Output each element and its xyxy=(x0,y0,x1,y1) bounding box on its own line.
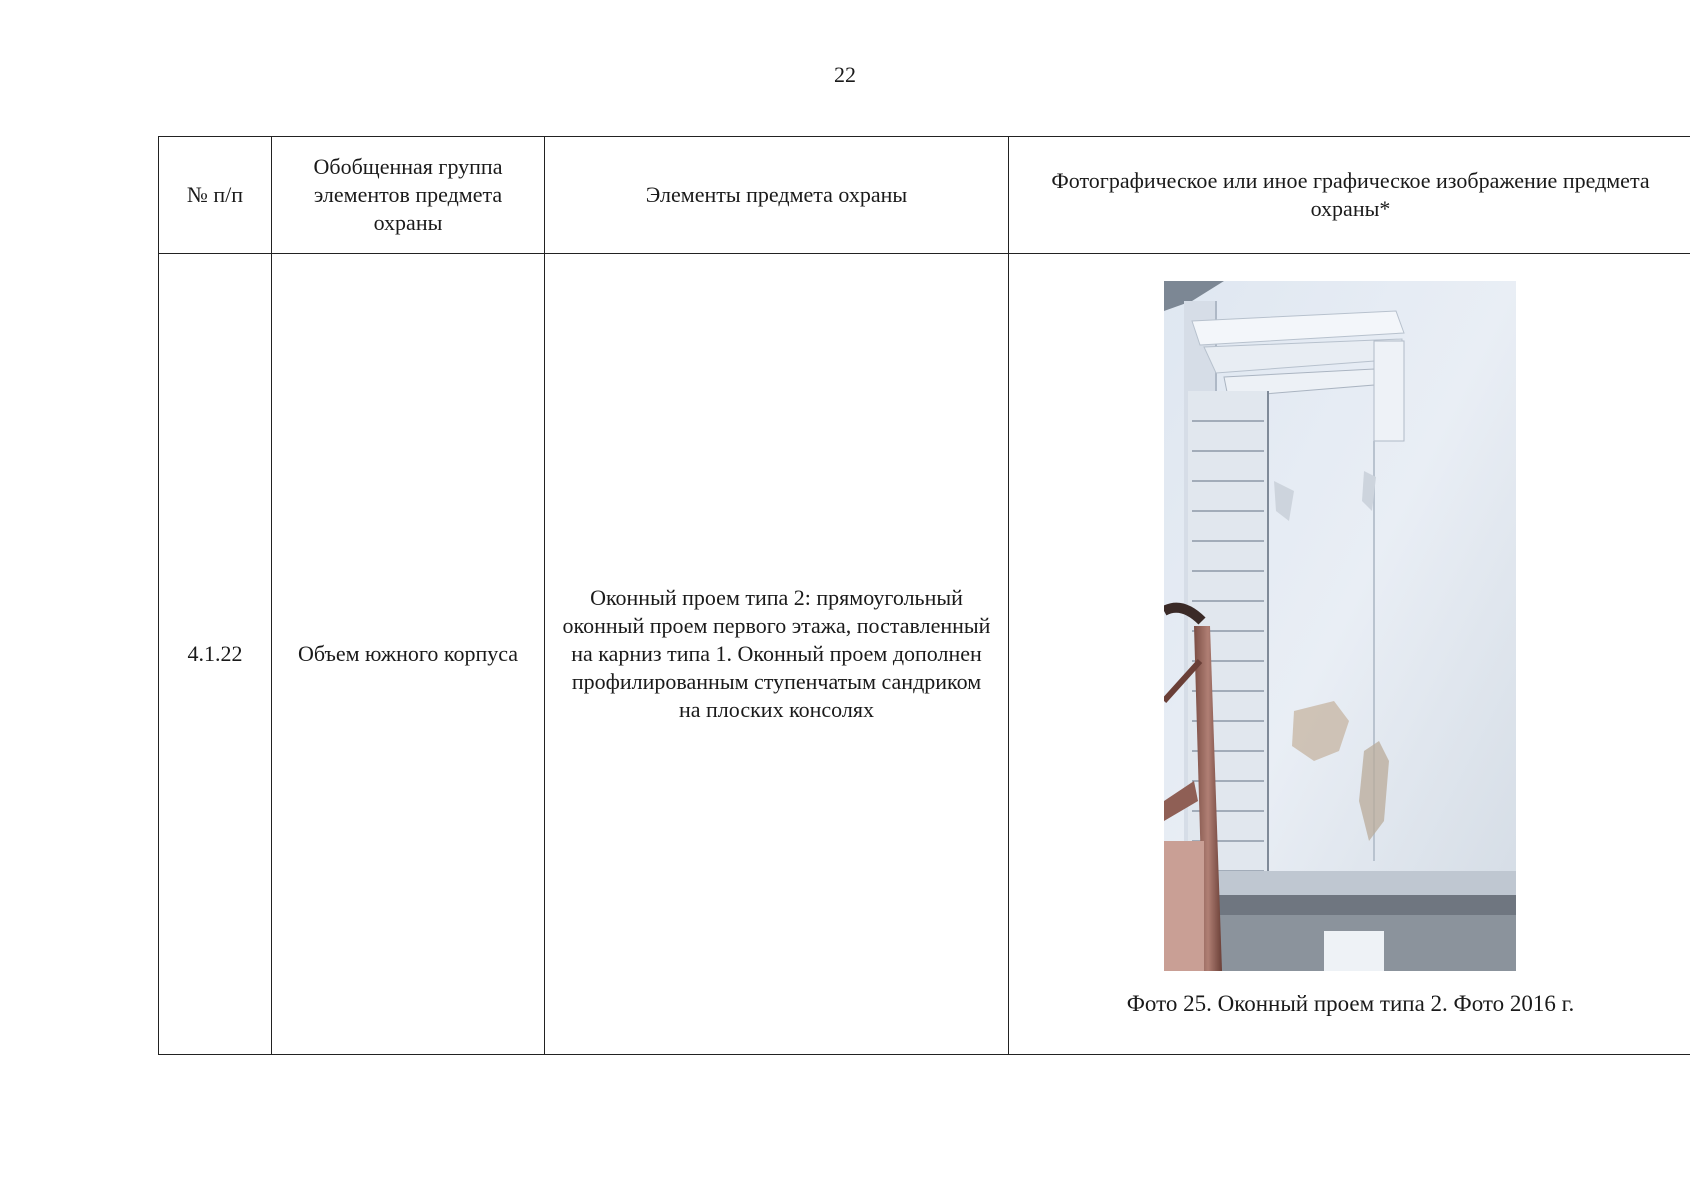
table-header-row xyxy=(159,137,1690,254)
facade-window-photo xyxy=(1164,281,1516,971)
page-number: 22 xyxy=(834,62,856,87)
heritage-elements-table xyxy=(158,136,1690,1055)
row-group: Объем южного корпуса xyxy=(272,254,545,1055)
row-photo-cell xyxy=(1009,254,1690,1055)
header-group: Обобщенная группа элементов предмета охраны xyxy=(272,137,545,254)
row-elements-text: Оконный проем типа 2: прямоугольный оконный проем первого этажа, поставленный на карниз типа 1. Оконный проем дополнен профилированным ступенчатым сандриком на плоских консолях xyxy=(562,585,991,722)
header-number: № п/п xyxy=(159,137,272,254)
header-elements: Элементы предмета охраны xyxy=(545,137,1009,254)
row-elements xyxy=(545,254,1009,1055)
header-image: Фотографическое или иное графическое изображение предмета охраны* xyxy=(1009,137,1690,254)
facade-photo-illustration xyxy=(1164,281,1516,971)
photo-caption: Фото 25. Оконный проем типа 2. Фото 2016 г. xyxy=(1126,991,1575,1016)
table-row xyxy=(159,254,1690,1055)
row-number: 4.1.22 xyxy=(159,254,272,1055)
